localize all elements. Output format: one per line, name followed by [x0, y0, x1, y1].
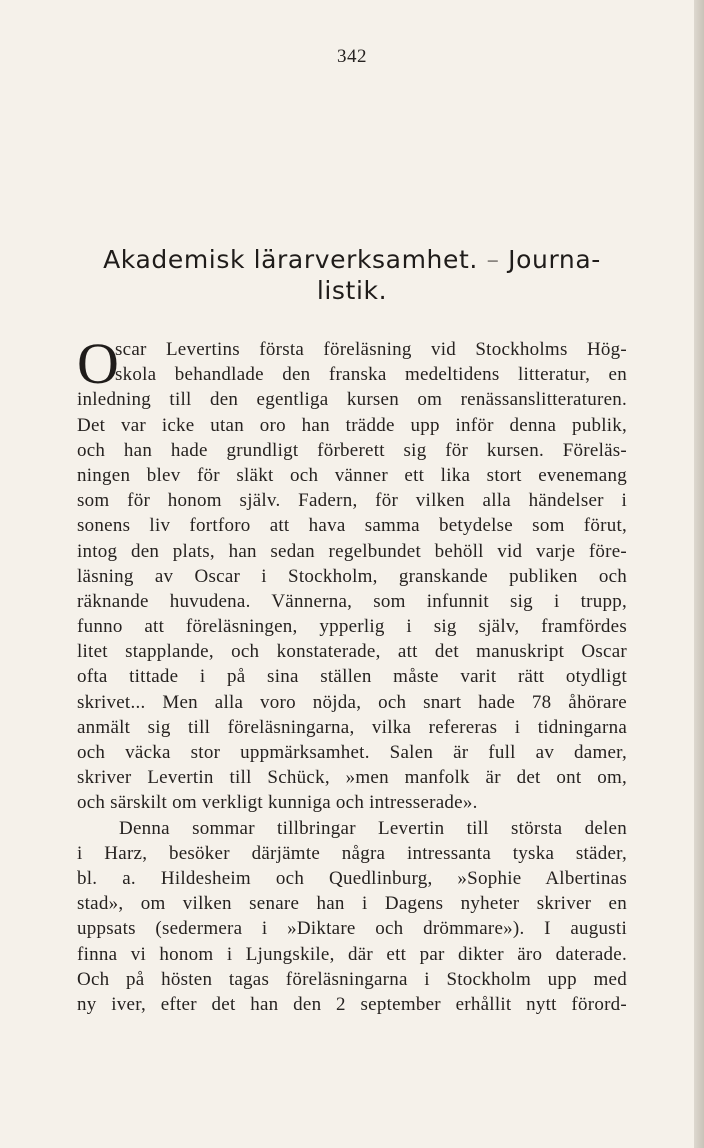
text-line: och han hade grundligt förberett sig för kursen. Föreläs-: [77, 439, 627, 461]
text-line: skola behandlade den franska medeltidens litteratur, en: [115, 364, 627, 386]
text-line: uppsats (sedermera i »Diktare och drömmare»). I augusti: [77, 918, 627, 940]
text-line: läsning av Oscar i Stockholm, granskande publiken och: [77, 565, 627, 587]
text-line: som för honom själv. Fadern, för vilken alla händelser i: [77, 490, 627, 512]
text-line: stad», om vilken senare han i Dagens nyheter skriver en: [77, 893, 627, 915]
chapter-heading-line-2: listik.: [316, 276, 388, 305]
text-line: ningen blev för släkt och vänner ett lika stort evenemang: [77, 464, 627, 486]
heading-dash: –: [486, 245, 500, 274]
text-line: och särskilt om verkligt kunniga och intresserade».: [77, 792, 478, 814]
text-line: ofta tittade i på sina ställen måste varit rätt otydligt: [77, 666, 627, 688]
text-line: skriver Levertin till Schück, »men manfolk är det ont om,: [77, 767, 627, 789]
text-line: finna vi honom i Ljungskile, där ett par dikter äro daterade.: [77, 943, 627, 965]
text-line: Det var icke utan oro han trädde upp inför denna publik,: [77, 414, 627, 436]
chapter-heading: [70, 244, 634, 306]
chapter-heading-line-1: [70, 244, 634, 275]
text-line: i Harz, besöker därjämte några intressanta tyska städer,: [77, 842, 627, 864]
text-line: intog den plats, han sedan regelbundet behöll vid varje före-: [77, 540, 627, 562]
text-line: anmält sig till föreläsningarna, vilka refereras i tidningarna: [77, 716, 627, 738]
body-text: [77, 331, 627, 1017]
heading-part-1: Akademisk lärarverksamhet.: [103, 245, 478, 274]
page-number: 342: [337, 46, 367, 67]
drop-cap: O: [77, 331, 120, 396]
text-line: bl. a. Hildesheim och Quedlinburg, »Sophie Albertinas: [77, 867, 627, 889]
text-line: funno att föreläsningen, ypperlig i sig själv, framfördes: [77, 616, 627, 638]
heading-part-2: Journa-: [508, 245, 601, 274]
text-line: skrivet... Men alla voro nöjda, och snart hade 78 åhörare: [77, 691, 627, 713]
text-line: ny iver, efter det han den 2 september erhållit nytt förord-: [77, 993, 627, 1015]
text-line: scar Levertins första föreläsning vid Stockholms Hög-: [115, 339, 627, 360]
text-line: Och på hösten tagas föreläsningarna i Stockholm upp med: [77, 968, 627, 990]
text-line: inledning till den egentliga kursen om renässanslitteraturen.: [77, 389, 627, 411]
text-line: sonens liv fortforo att hava samma betydelse som förut,: [77, 515, 627, 537]
text-line: räknande huvudena. Vännerna, som infunnit sig i trupp,: [77, 590, 627, 612]
text-line: och väcka stor uppmärksamhet. Salen är full av damer,: [77, 742, 627, 763]
page-edge: [694, 0, 704, 1148]
text-line: litet stapplande, och konstaterade, att det manuskript Oscar: [77, 641, 627, 663]
text-line: Denna sommar tillbringar Levertin till största delen: [119, 817, 627, 839]
